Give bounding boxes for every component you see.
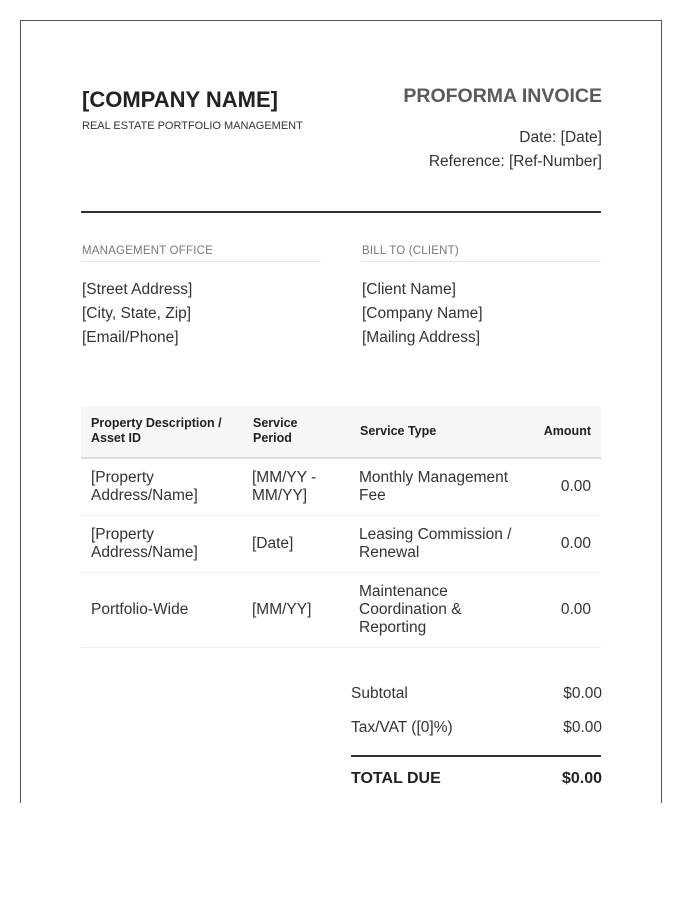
document-title: PROFORMA INVOICE	[403, 85, 602, 107]
cell-period: [Date]	[252, 535, 294, 552]
invoice-reference: Reference: [Ref-Number]	[428, 153, 602, 170]
address-line: [Mailing Address]	[362, 329, 481, 346]
cell-type: Monthly Management Fee	[359, 469, 509, 504]
total-due-label: TOTAL DUE	[351, 770, 441, 787]
cell-type: Maintenance Coordination & Reporting	[359, 583, 462, 636]
bill-to-address	[362, 278, 483, 350]
company-tagline: REAL ESTATE PORTFOLIO MANAGEMENT	[82, 120, 303, 132]
table-header	[81, 406, 601, 459]
cell-amount: 0.00	[560, 478, 591, 495]
company-name: [COMPANY NAME]	[82, 87, 278, 112]
cell-description: [Property Address/Name]	[91, 469, 198, 504]
line-items-table	[81, 406, 601, 648]
table-row	[81, 459, 601, 516]
table-row	[81, 573, 601, 648]
tax-value: $0.00	[563, 719, 602, 736]
address-line: [Company Name]	[362, 305, 483, 322]
subtotal-label: Subtotal	[351, 685, 408, 702]
header-divider	[81, 211, 601, 213]
cell-period: [MM/YY]	[252, 601, 312, 618]
table-row	[81, 516, 601, 573]
management-office-heading: MANAGEMENT OFFICE	[82, 245, 213, 257]
cell-description: [Property Address/Name]	[91, 526, 198, 561]
address-line: [Client Name]	[362, 281, 456, 298]
invoice-page	[20, 20, 662, 803]
cell-period: [MM/YY - MM/YY]	[252, 469, 317, 504]
column-header-type: Service Type	[360, 424, 437, 438]
invoice-date: Date: [Date]	[519, 129, 602, 146]
cell-description: Portfolio-Wide	[91, 601, 189, 618]
address-line: [Street Address]	[82, 281, 193, 298]
address-line: [City, State, Zip]	[82, 305, 192, 322]
address-line: [Email/Phone]	[82, 329, 179, 346]
column-header-amount: Amount	[543, 424, 591, 438]
tax-label: Tax/VAT ([0]%)	[351, 719, 453, 736]
bill-to-rule	[361, 261, 601, 262]
column-header-period: Service Period	[253, 416, 298, 445]
cell-type: Leasing Commission / Renewal	[359, 526, 512, 561]
totals-divider	[351, 755, 601, 757]
cell-amount: 0.00	[560, 535, 591, 552]
cell-amount: 0.00	[560, 601, 591, 618]
column-header-description: Property Description / Asset ID	[91, 416, 222, 445]
management-office-rule	[81, 261, 321, 262]
subtotal-value: $0.00	[563, 685, 602, 702]
bill-to-heading: BILL TO (CLIENT)	[362, 245, 459, 257]
management-office-address	[82, 278, 192, 350]
total-due-value: $0.00	[561, 770, 602, 787]
